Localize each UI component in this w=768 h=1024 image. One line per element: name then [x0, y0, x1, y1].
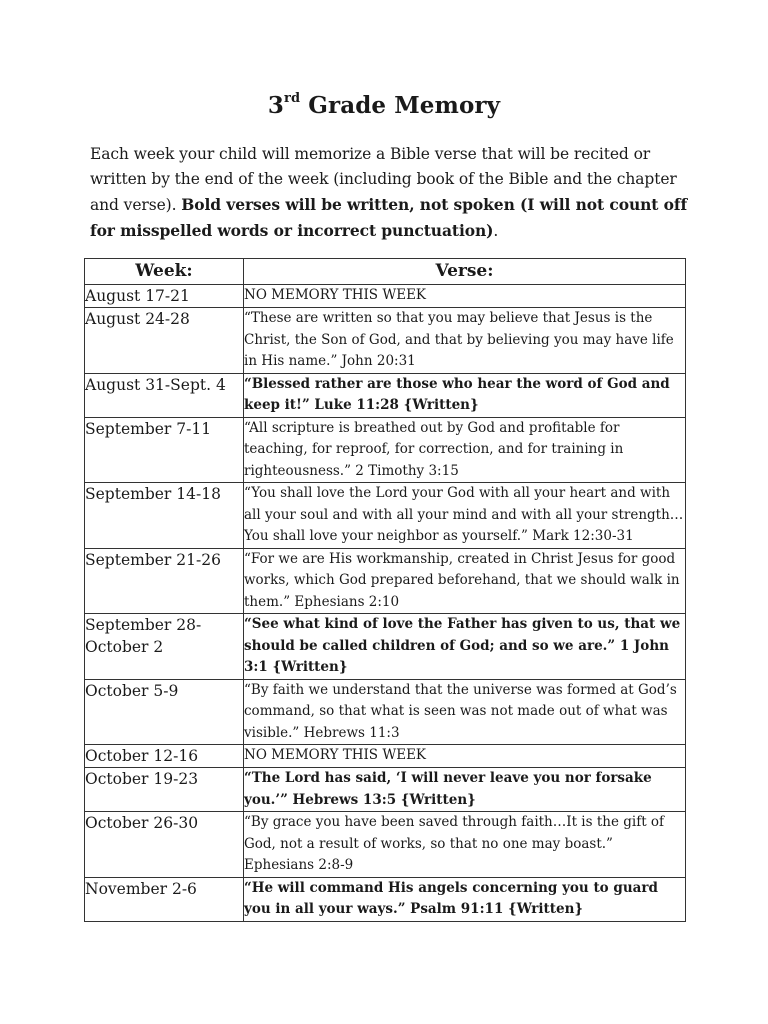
table-row [85, 614, 686, 680]
verse-cell: “See what kind of love the Father has given to us, that we should be called children of God; and so we are.” 1 John 3:1 {Written} [244, 614, 686, 680]
table-row [85, 812, 686, 878]
verse-cell: “By grace you have been saved through faith…It is the gift of God, not a result of works, so that no one may boast.” Ephesians 2:8-9 [244, 812, 686, 878]
week-cell: October 12-16 [85, 745, 244, 768]
verse-cell: NO MEMORY THIS WEEK [244, 285, 686, 308]
week-cell: November 2-6 [85, 877, 244, 921]
table-row [85, 745, 686, 768]
verse-cell: “Blessed rather are those who hear the word of God and keep it!” Luke 11:28 {Written} [244, 373, 686, 417]
verse-cell: “He will command His angels concerning you to guard you in all your ways.” Psalm 91:11 {Written} [244, 877, 686, 921]
verse-cell: “All scripture is breathed out by God and profitable for teaching, for reproof, for correction, and for training in righteousness.” 2 Timothy 3:15 [244, 417, 686, 483]
table-row [85, 877, 686, 921]
table-row [85, 308, 686, 374]
week-cell: September 21-26 [85, 548, 244, 614]
week-cell: August 31-Sept. 4 [85, 373, 244, 417]
title-text: Grade Memory [300, 92, 501, 119]
intro-end: . [493, 222, 499, 240]
table-row [85, 548, 686, 614]
table-row [85, 417, 686, 483]
week-cell: September 14-18 [85, 483, 244, 549]
title-superscript: rd [284, 91, 301, 107]
page-title [0, 92, 768, 119]
verse-cell: NO MEMORY THIS WEEK [244, 745, 686, 768]
intro-paragraph [90, 142, 690, 244]
week-cell: August 17-21 [85, 285, 244, 308]
verse-column-header: Verse: [244, 259, 686, 285]
verse-cell: “By faith we understand that the universe was formed at God’s command, so that what is seen was not made out of what was visible.” Hebrews 11:3 [244, 679, 686, 745]
week-cell: September 28-October 2 [85, 614, 244, 680]
week-column-header: Week: [85, 259, 244, 285]
verse-cell: “You shall love the Lord your God with all your heart and with all your soul and with all your mind and with all your strength…You shall love your neighbor as yourself.” Mark 12:30-31 [244, 483, 686, 549]
verse-cell: “These are written so that you may believe that Jesus is the Christ, the Son of God, and that by believing you may have life in His name.” John 20:31 [244, 308, 686, 374]
intro-bold-text: Bold verses will be written, not spoken (I will not count off for misspelled words or incorrect punctuation) [90, 195, 688, 240]
table-body [85, 285, 686, 922]
title-prefix: 3 [267, 92, 284, 119]
memory-verse-table [84, 258, 686, 922]
week-cell: October 19-23 [85, 768, 244, 812]
table-row [85, 483, 686, 549]
verse-cell: “For we are His workmanship, created in Christ Jesus for good works, which God prepared beforehand, that we should walk in them.” Ephesians 2:10 [244, 548, 686, 614]
week-cell: September 7-11 [85, 417, 244, 483]
verse-cell: “The Lord has said, ‘I will never leave you nor forsake you.’” Hebrews 13:5 {Written} [244, 768, 686, 812]
intro-text: Each week your child will memorize a Bible verse that will be recited or written by the end of the week (including book of the Bible and the chapter and verse). [90, 145, 677, 214]
week-cell: October 5-9 [85, 679, 244, 745]
week-cell: August 24-28 [85, 308, 244, 374]
table-row [85, 285, 686, 308]
table-row [85, 679, 686, 745]
table-row [85, 373, 686, 417]
table-header-row [85, 259, 686, 285]
table-row [85, 768, 686, 812]
week-cell: October 26-30 [85, 812, 244, 878]
